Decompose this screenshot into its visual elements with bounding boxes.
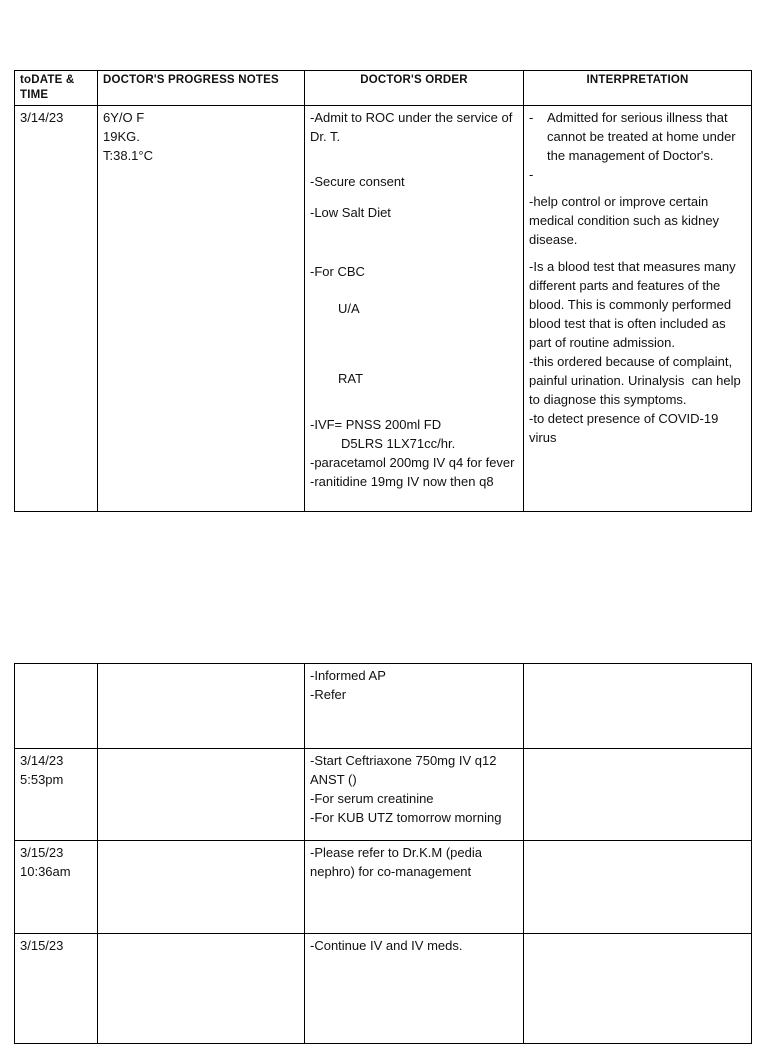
order-line: -ranitidine 19mg IV now then q8	[310, 474, 494, 489]
note-line: 6Y/O F	[103, 110, 145, 125]
interp-line: -to detect presence of COVID-19 virus	[529, 411, 722, 445]
order-line: -Low Salt Diet	[310, 205, 391, 220]
progress-notes-cell	[98, 934, 305, 1044]
table-row	[15, 106, 752, 512]
note-line: 19KG.	[103, 129, 140, 144]
note-line: T:38.1°C	[103, 148, 154, 163]
interpretation-cell	[524, 749, 752, 841]
interp-line: Admitted for serious illness that cannot be treated at home under the management of Doctor's.	[547, 110, 736, 163]
table-row	[15, 664, 752, 749]
interp-line: -this ordered because of complaint, painful urination. Urinalysis can help to diagnose this symptoms.	[529, 354, 745, 407]
interpretation-cell	[524, 106, 752, 512]
row-date: 3/14/23	[15, 106, 98, 512]
order-line: -Refer	[310, 687, 347, 702]
row-date: 3/14/23 5:53pm	[15, 749, 98, 841]
header-doctors-order: DOCTOR'S ORDER	[305, 71, 524, 106]
interp-line: -	[529, 167, 534, 182]
order-line: -IVF= PNSS 200ml FD	[310, 417, 442, 432]
order-line: -paracetamol 200mg IV q4 for fever	[310, 455, 515, 470]
table-row	[15, 749, 752, 841]
order-line: RAT	[338, 371, 364, 386]
order-line: -Please refer to Dr.K.M (pedia nephro) for co-management	[310, 845, 486, 879]
order-line: -For serum creatinine	[310, 791, 434, 806]
order-line: -Secure consent	[310, 174, 405, 189]
table-row	[15, 934, 752, 1044]
order-line: -Continue IV and IV meds.	[310, 938, 463, 953]
header-row	[15, 71, 752, 106]
progress-notes-cell	[98, 749, 305, 841]
progress-notes-table-page2	[14, 663, 752, 1044]
interpretation-cell	[524, 841, 752, 934]
doctors-order-cell	[305, 664, 524, 749]
interp-line: -Is a blood test that measures many different parts and features of the blood. This is commonly performed blood test that is often included as part of routine admission.	[529, 259, 740, 350]
progress-notes-cell	[98, 841, 305, 934]
doctors-order-cell	[305, 749, 524, 841]
interpretation-cell	[524, 934, 752, 1044]
row-date: 3/15/23	[15, 934, 98, 1044]
header-date-time: toDATE & TIME	[15, 71, 98, 106]
progress-notes-cell	[98, 664, 305, 749]
order-line: U/A	[338, 301, 360, 316]
order-line: -For KUB UTZ tomorrow morning	[310, 810, 502, 825]
row-date: 3/15/23 10:36am	[15, 841, 98, 934]
doctors-order-cell	[305, 934, 524, 1044]
progress-notes-table-page1	[14, 70, 752, 512]
order-line: D5LRS 1LX71cc/hr.	[341, 436, 456, 451]
interp-bullet: - Admitted for serious illness that cannot be treated at home under the management of Doctor's.	[529, 108, 746, 165]
progress-notes-cell	[98, 106, 305, 512]
doctors-order-cell	[305, 841, 524, 934]
interpretation-cell	[524, 664, 752, 749]
table-row	[15, 841, 752, 934]
order-line: -Informed AP	[310, 668, 386, 683]
doctors-order-cell	[305, 106, 524, 512]
order-line: -Admit to ROC under the service of Dr. T.	[310, 110, 516, 144]
interp-line: -help control or improve certain medical condition such as kidney disease.	[529, 194, 723, 247]
header-interpretation: INTERPRETATION	[524, 71, 752, 106]
header-progress-notes: DOCTOR'S PROGRESS NOTES	[98, 71, 305, 106]
order-line: -Start Ceftriaxone 750mg IV q12 ANST ()	[310, 753, 500, 787]
row-date	[15, 664, 98, 749]
order-line: -For CBC	[310, 264, 365, 279]
